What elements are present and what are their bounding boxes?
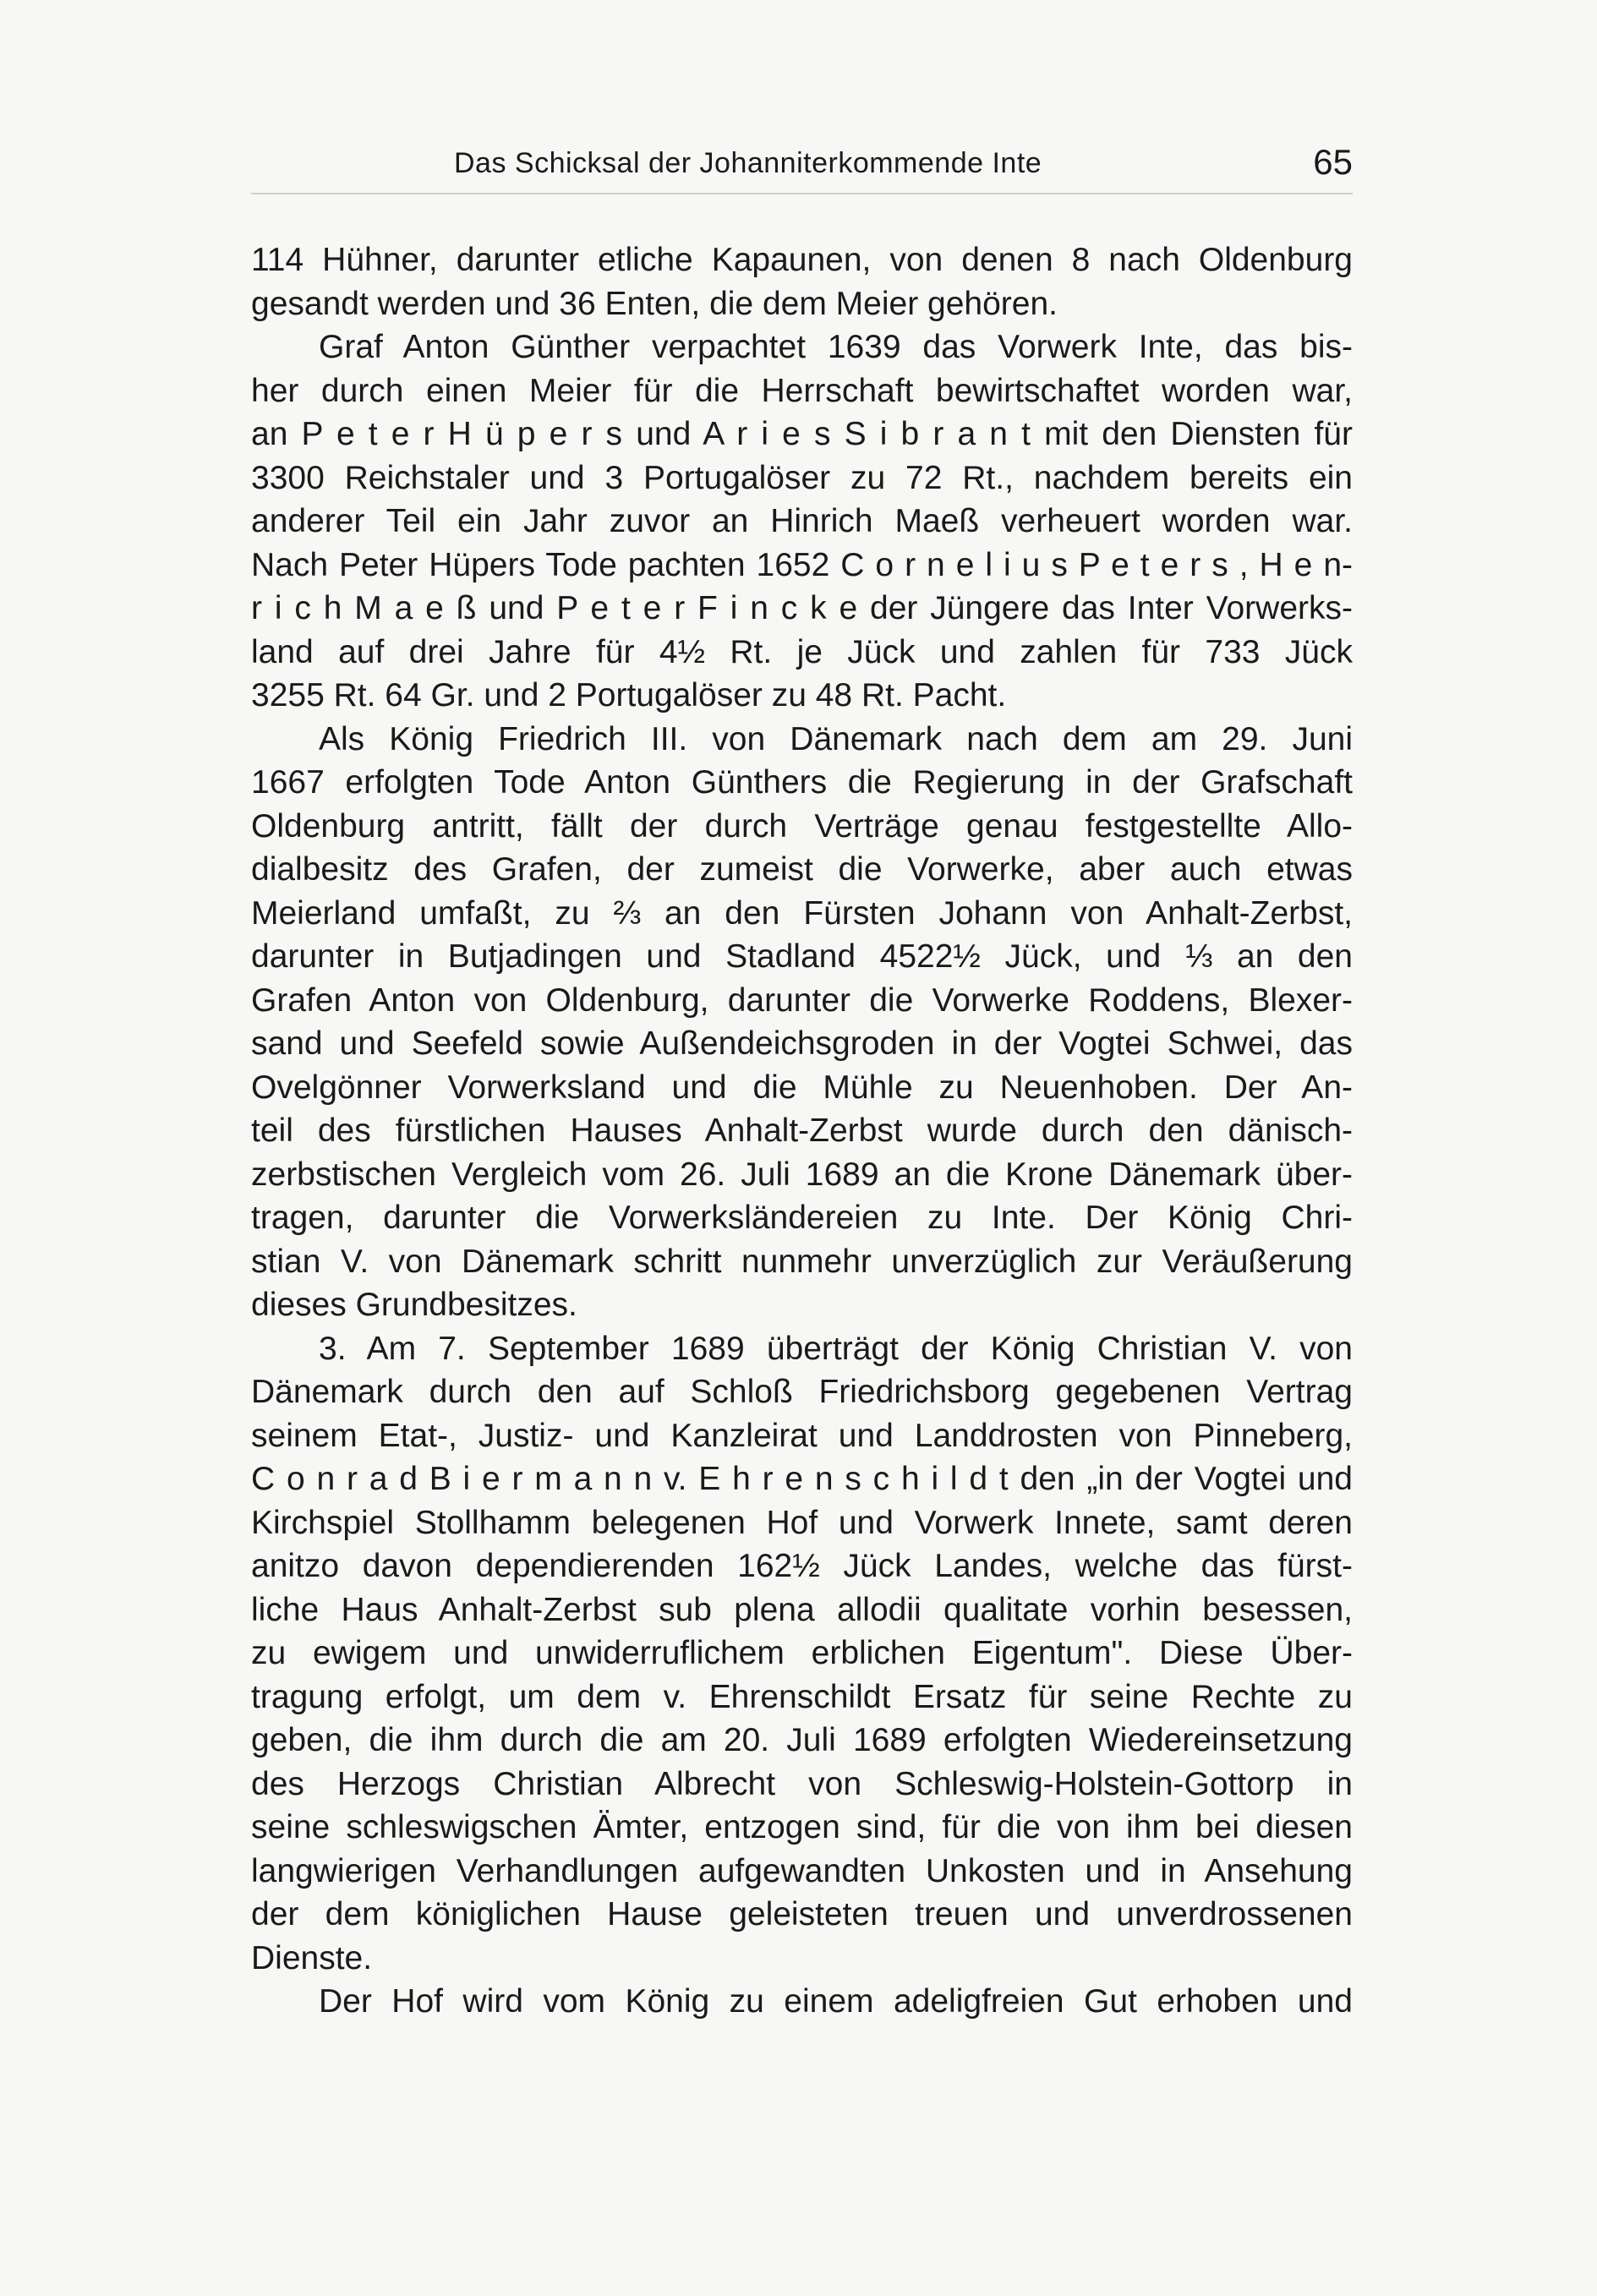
text-line: anitzo davon dependierenden 162½ Jück Landes, welche das fürst- (251, 1548, 1353, 1584)
text-line: der dem königlichen Hause geleisteten treuen und unverdrossenen (251, 1896, 1353, 1932)
text-line: langwierigen Verhandlungen aufgewandten Unkosten und in Ansehung (251, 1852, 1353, 1889)
text-line: 1667 erfolgten Tode Anton Günthers die Regierung in der Grafschaft (251, 764, 1353, 801)
text-line: sand und Seefeld sowie Außendeichsgroden in der Vogtei Schwei, das (251, 1025, 1353, 1062)
text-line: an P e t e r H ü p e r s und A r i e s S i b r a n t mit den Diensten für (251, 416, 1353, 452)
text-line: teil des fürstlichen Hauses Anhalt-Zerbst wurde durch den dänisch- (251, 1112, 1353, 1149)
text-line: Graf Anton Günther verpachtet 1639 das Vorwerk Inte, das bis- (319, 329, 1353, 365)
text-line: Nach Peter Hüpers Tode pachten 1652 C o r n e l i u s P e t e r s , H e n- (251, 546, 1353, 583)
text-line: her durch einen Meier für die Herrschaft bewirtschaftet worden war, (251, 372, 1353, 409)
text-line: 3. Am 7. September 1689 überträgt der König Christian V. von (319, 1330, 1353, 1367)
text-line: dieses Grundbesitzes. (251, 1287, 577, 1323)
text-line: zu ewigem und unwiderruflichem erblichen Eigentum". Diese Über- (251, 1635, 1353, 1671)
body-text (251, 238, 1353, 2024)
text-line: Dänemark durch den auf Schloß Friedrichsborg gegebenen Vertrag (251, 1374, 1353, 1410)
text-line: 114 Hühner, darunter etliche Kapaunen, von denen 8 nach Oldenburg (251, 242, 1353, 278)
text-line: darunter in Butjadingen und Stadland 4522½ Jück, und ⅓ an den (251, 938, 1353, 975)
text-line: seinem Etat-, Justiz- und Kanzleirat und Landdrosten von Pinneberg, (251, 1417, 1353, 1454)
text-line: zerbstischen Vergleich vom 26. Juli 1689 an die Krone Dänemark über- (251, 1156, 1353, 1193)
text-line: Ovelgönner Vorwerksland und die Mühle zu Neuenhoben. Der An- (251, 1069, 1353, 1106)
text-line: Der Hof wird vom König zu einem adeligfreien Gut erhoben und (319, 1983, 1353, 2020)
text-line: land auf drei Jahre für 4½ Rt. je Jück und zahlen für 733 Jück (251, 633, 1353, 670)
running-head (251, 142, 1353, 193)
text-line: des Herzogs Christian Albrecht von Schleswig-Holstein-Gottorp in (251, 1765, 1353, 1802)
text-line: r i c h M a e ß und P e t e r F i n c k e der Jüngere das Inter Vorwerks- (251, 590, 1353, 626)
text-line: stian V. von Dänemark schritt nunmehr unverzüglich zur Veräußerung (251, 1243, 1353, 1280)
header-rule (251, 193, 1353, 194)
text-line: gesandt werden und 36 Enten, die dem Meier gehören. (251, 285, 1058, 322)
text-line: anderer Teil ein Jahr zuvor an Hinrich Maeß verheuert worden war. (251, 503, 1353, 539)
text-line: Meierland umfaßt, zu ⅔ an den Fürsten Johann von Anhalt-Zerbst, (251, 894, 1353, 932)
text-line: liche Haus Anhalt-Zerbst sub plena allodii qualitate vorhin besessen, (251, 1591, 1353, 1628)
text-line: Dienste. (251, 1939, 373, 1976)
text-line: tragen, darunter die Vorwerksländereien zu Inte. Der König Chri- (251, 1200, 1353, 1236)
text-line: seine schleswigschen Ämter, entzogen sind, für die von ihm bei diesen (251, 1809, 1353, 1845)
page-number: 65 (1313, 142, 1353, 182)
text-line: dialbesitz des Grafen, der zumeist die Vorwerke, aber auch etwas (251, 851, 1353, 888)
text-line: Oldenburg antritt, fällt der durch Verträge genau festgestellte Allo- (251, 807, 1353, 845)
text-line: geben, die ihm durch die am 20. Juli 1689 erfolgten Wiedereinsetzung (251, 1722, 1353, 1758)
text-line: tragung erfolgt, um dem v. Ehrenschildt Ersatz für seine Rechte zu (251, 1678, 1353, 1715)
text-line: Als König Friedrich III. von Dänemark nach dem am 29. Juni (319, 720, 1353, 757)
text-line: Grafen Anton von Oldenburg, darunter die Vorwerke Roddens, Blexer- (251, 981, 1353, 1019)
text-line: 3300 Reichstaler und 3 Portugalöser zu 72 Rt., nachdem bereits ein (251, 459, 1353, 496)
text-line: Kirchspiel Stollhamm belegenen Hof und Vorwerk Innete, samt deren (251, 1504, 1353, 1541)
running-title: Das Schicksal der Johanniterkommende Inte (454, 147, 1042, 179)
text-line: 3255 Rt. 64 Gr. und 2 Portugalöser zu 48 Rt. Pacht. (251, 677, 1007, 713)
text-line: C o n r a d B i e r m a n n v. E h r e n s c h i l d t den „in der Vogtei und (251, 1461, 1353, 1497)
